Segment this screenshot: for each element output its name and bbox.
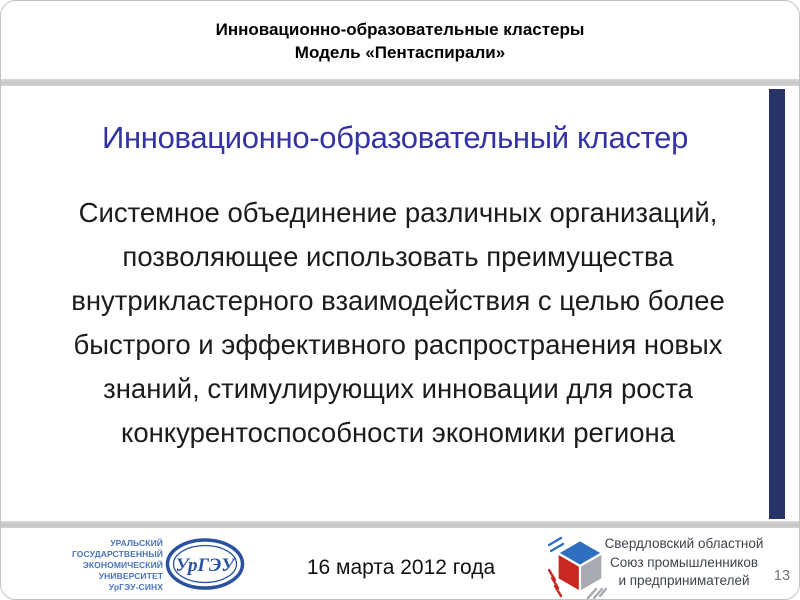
union-name [603, 535, 765, 591]
page-number: 13 [773, 568, 791, 584]
union-name-line: Свердловский областной [604, 536, 764, 551]
university-name-line: ГОСУДАРСТВЕННЫЙ [72, 549, 163, 559]
union-name-line: Союз промышленников [609, 554, 759, 570]
university-name-line: ЭКОНОМИЧЕСКИЙ [82, 560, 163, 570]
body-line: знаний, стимулирующих инновации для роста [103, 373, 693, 404]
top-divider [1, 79, 799, 86]
university-name [59, 538, 163, 593]
urgeu-oval-logo-icon [165, 538, 245, 590]
body-line: быстрого и эффективного распространения новых [73, 329, 723, 360]
body-line: конкурентоспособности экономики региона [120, 417, 676, 448]
slide-title: Инновационно-образовательный кластер [101, 120, 689, 155]
right-accent-bar [769, 89, 785, 519]
university-name-line: УрГЭУ-СИНХ [108, 582, 163, 592]
university-name-line: УНИВЕРСИТЕТ [98, 571, 163, 581]
header-line-2: Модель «Пентаспирали» [294, 43, 506, 62]
body-line: внутрикластерного взаимодействия с целью более [71, 285, 725, 316]
body-line: позволяющее использовать преимущества [122, 241, 674, 272]
header-line-1: Инновационно-образовательные кластеры [215, 20, 585, 39]
body-line: Системное объединение различных организаций, [78, 197, 718, 228]
body-text [41, 191, 755, 455]
university-name-line: УРАЛЬСКИЙ [110, 538, 163, 548]
urgeu-logo-text: УрГЭУ [175, 555, 235, 576]
union-name-line: и предпринимателей [618, 573, 750, 588]
slide-date: 16 марта 2012 года [306, 556, 496, 579]
slide-header [1, 18, 799, 64]
bottom-divider [1, 521, 799, 528]
